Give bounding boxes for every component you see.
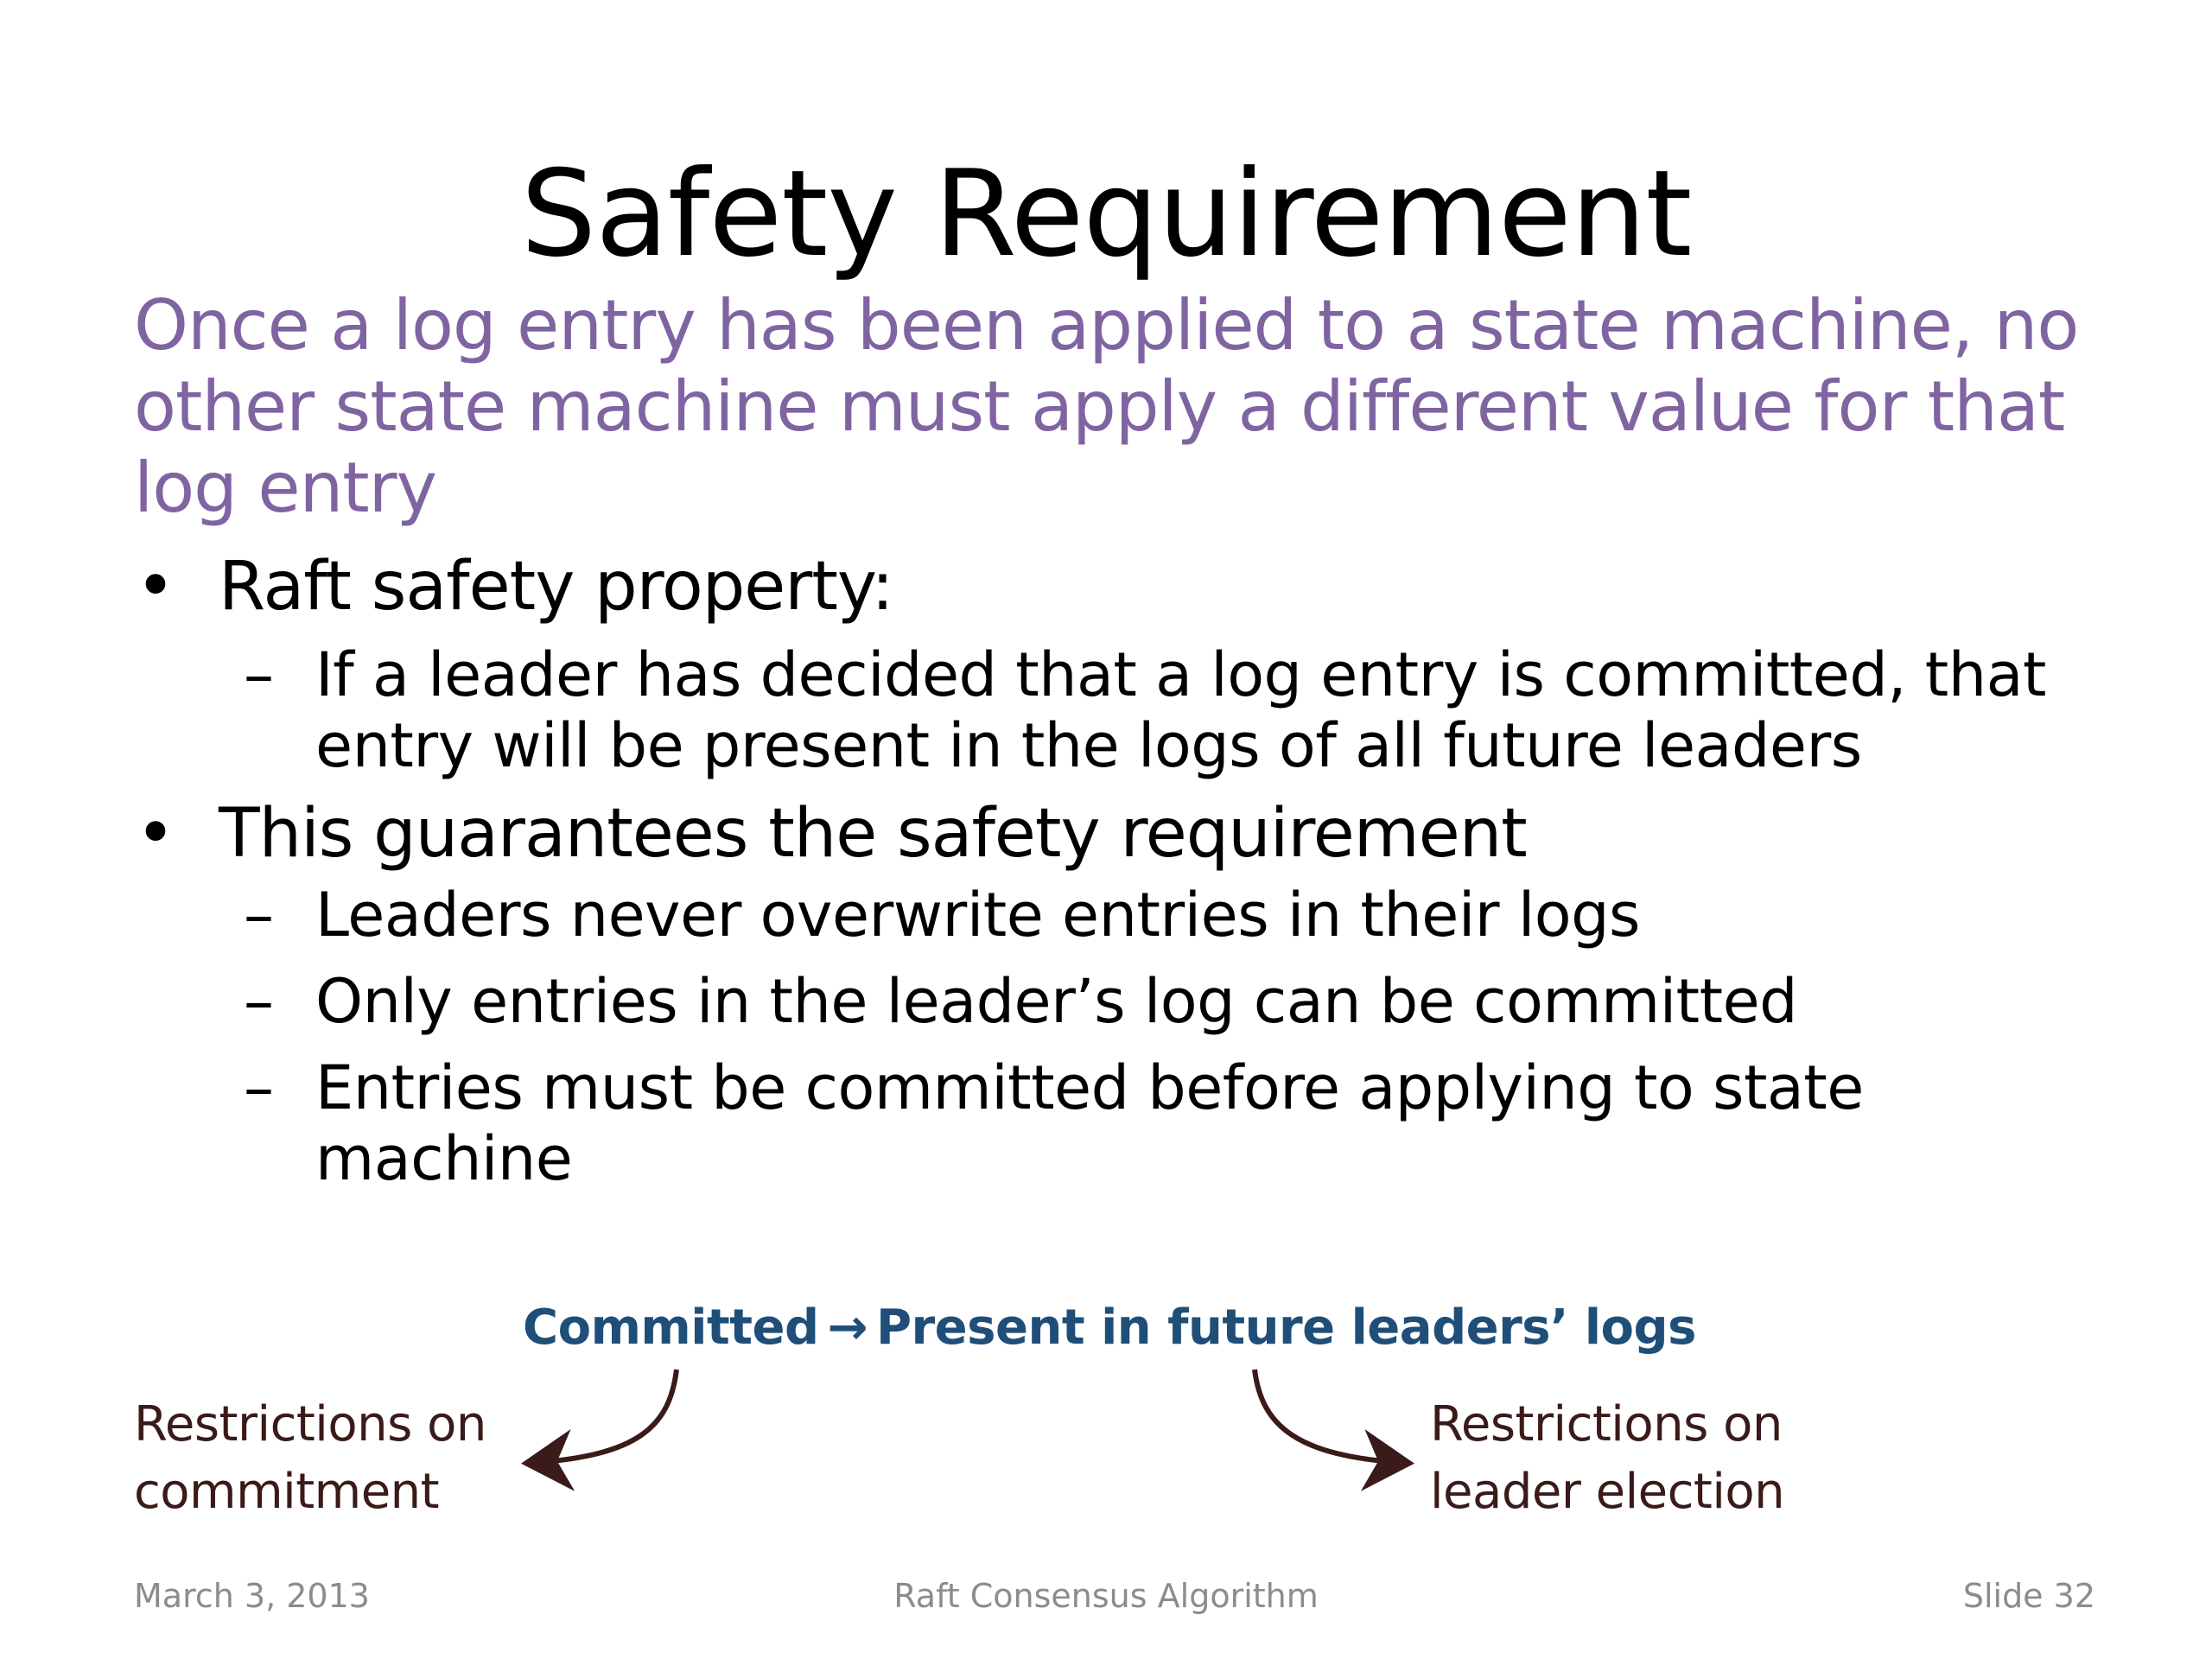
note-line: Restrictions on [134, 1396, 486, 1452]
bullet-item [134, 793, 2139, 1194]
sub-bullet-marker: – [244, 880, 274, 950]
bullet-text: Raft safety property: [219, 548, 893, 626]
sub-bullet-item [134, 639, 2139, 781]
note-line: commitment [134, 1464, 440, 1520]
safety-requirement-statement: Once a log entry has been applied to a state machine, no other state machine must apply a different value for that log entry [134, 285, 2079, 528]
restrictions-on-commitment-note [134, 1391, 486, 1526]
sub-bullet-list [219, 880, 2139, 1194]
bullet-text: This guarantees the safety requirement [219, 795, 1527, 873]
bullet-marker: • [136, 795, 175, 873]
sub-bullet-text: Only entries in the leader’s log can be committed [315, 966, 1798, 1037]
sub-bullet-list [219, 639, 2139, 781]
curved-arrow-to-leader-election-icon [1255, 1370, 1404, 1463]
committed-implies-present-heading [523, 1298, 1696, 1358]
footer-slide-number: Slide 32 [1962, 1577, 2095, 1615]
note-line: leader election [1430, 1464, 1785, 1520]
present-in-future-leaders-term: Present in future leaders’ logs [876, 1300, 1696, 1356]
note-line: Restrictions on [1430, 1396, 1783, 1452]
committed-term: Committed [523, 1300, 819, 1356]
sub-bullet-marker: – [244, 1052, 274, 1123]
sub-bullet-marker: – [244, 639, 274, 710]
bullet-list [134, 546, 2139, 1194]
bullet-marker: • [136, 548, 175, 626]
sub-bullet-item [134, 966, 2139, 1037]
curved-arrow-to-commitment-icon [531, 1370, 677, 1463]
sub-bullet-text: Leaders never overwrite entries in their logs [315, 880, 1641, 950]
right-arrow-icon: → [827, 1300, 868, 1356]
bullet-item [134, 546, 2139, 781]
sub-bullet-text: Entries must be committed before applying to state machine [315, 1052, 1864, 1194]
sub-bullet-marker: – [244, 966, 274, 1037]
footer-date: March 3, 2013 [134, 1577, 370, 1615]
restrictions-on-leader-election-note [1430, 1391, 1784, 1526]
slide-title: Safety Requirement [520, 144, 1692, 283]
sub-bullet-text: If a leader has decided that a log entry is committed, that entry will be present in the logs of all future leaders [315, 639, 2046, 781]
sub-bullet-item [134, 880, 2139, 950]
footer-title: Raft Consensus Algorithm [893, 1577, 1319, 1615]
sub-bullet-item [134, 1052, 2139, 1194]
